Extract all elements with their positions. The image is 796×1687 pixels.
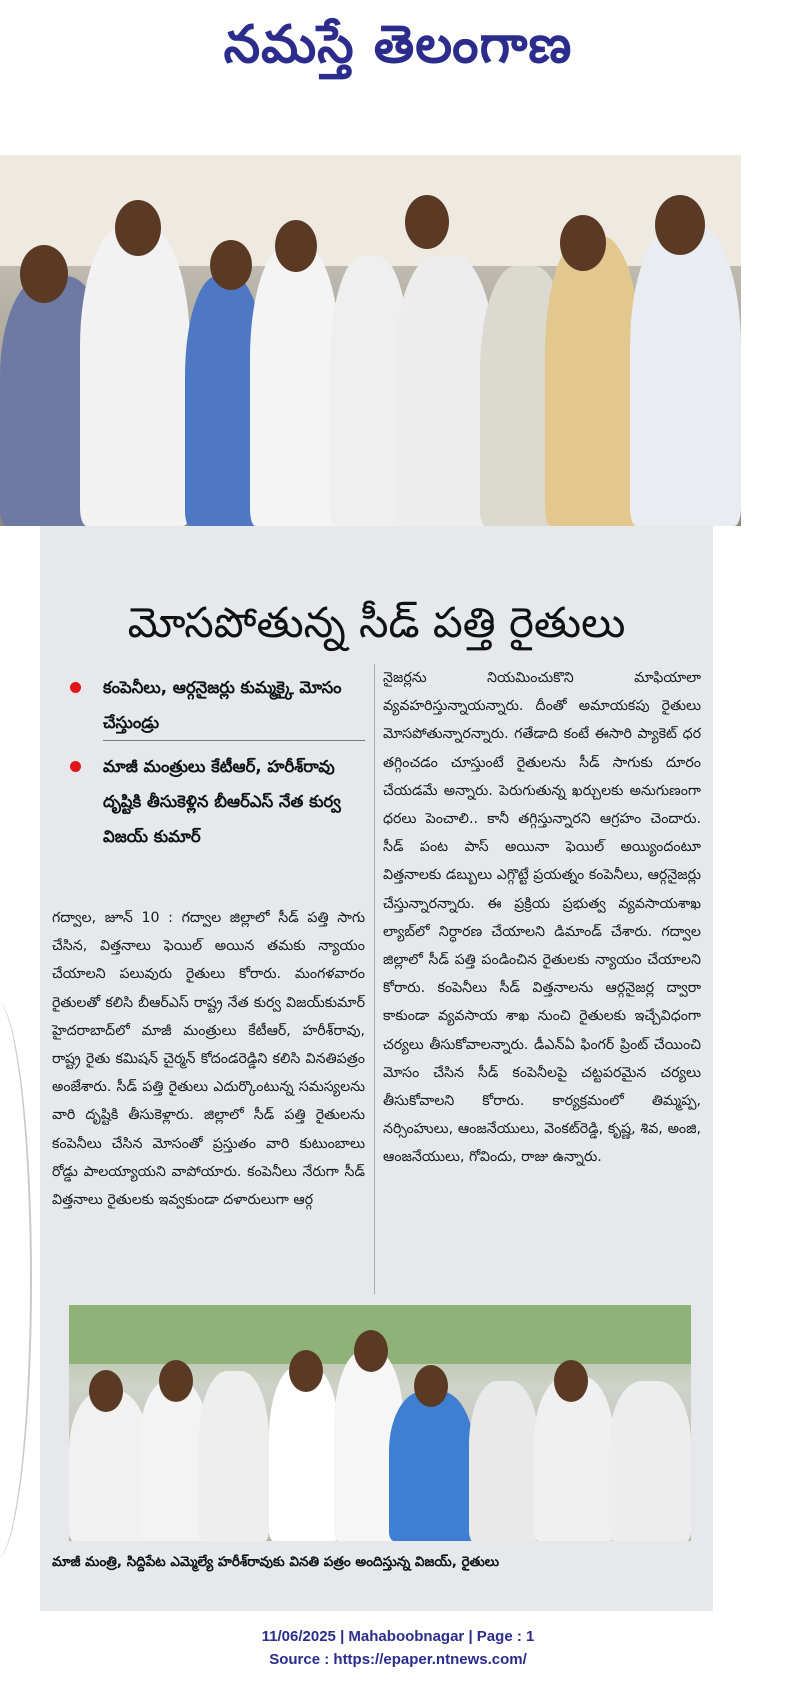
photo-person: [269, 1366, 339, 1541]
photo-person: [389, 1391, 474, 1541]
highlight-item: [65, 670, 365, 740]
photo-head: [115, 200, 161, 256]
photo-head: [560, 215, 606, 271]
highlight-text: కంపెనీలు, ఆర్గనైజర్లు కుమ్మక్కై మోసం చేస్తుండ్రు: [103, 678, 342, 732]
top-photo: [0, 155, 741, 526]
source-link[interactable]: Source : https://epaper.ntnews.com/: [269, 1651, 527, 1668]
photo-person: [80, 226, 190, 526]
highlight-item: [65, 749, 365, 854]
photo-head: [20, 245, 68, 303]
photo-head: [354, 1330, 388, 1372]
newspaper-masthead: నమస్తే తెలంగాణ: [223, 14, 573, 75]
article-body-left-column: [52, 904, 365, 1214]
bottom-photo-caption: మాజీ మంత్రి, సిద్దిపేట ఎమ్మెల్యే హరీశ్‌రావుకు వినతి పత్రం అందిస్తున్న విజయ్, రైతులు: [52, 1554, 499, 1570]
edition-info: 11/06/2025 | Mahaboobnagar | Page : 1: [261, 1628, 535, 1645]
photo-head: [554, 1360, 588, 1402]
photo-person: [69, 1391, 149, 1541]
photo-person: [630, 226, 741, 526]
bottom-photo: [69, 1305, 691, 1541]
body-paragraph: నైజర్లను నియమించుకొని మాఫియాలా వ్యవహరిస్తున్నాయన్నారు. దీంతో అమాయకపు రైతులు మోసపోతున్నారన్నారు. గతేడాది కంటే ఈసారి ప్యాకెట్ ధర తగ్గించడం చూస్తుంటే రైతులను సీడ్ సాగుకు దూరం చేయడమే అన్నారు. పెరుగుతున్న ఖర్చులకు అనుగుణంగా ధరలు పెంచాలి.. కానీ తగ్గిస్తున్నారని ఆగ్రహం చెందారు. సీడ్ పంట పాస్ అయినా ఫెయిల్ అయ్యిందంటూ విత్తనాలకు డబ్బులు ఎగ్గొట్టే ప్రయత్నం కంపెనీలు, ఆర్గనైజర్లు చేస్తున్నారన్నారు. ఈ ప్రక్రియ ప్రభుత్వ వ్యవసాయశాఖ ల్యాబ్‌లో నిర్ధారణ చేయాలని డిమాండ్ చేశారు. గద్వాల జిల్లాలో సీడ్ పత్తి పండించిన రైతులకు న్యాయం చేయాలని కోరారు. కంపెనీలు సీడ్ విత్తనాలను ఆర్గనైజర్ల ద్వారా కాకుండా వ్యవసాయ శాఖ నుంచి రైతులకు ఇచ్చేవిధంగా చర్యలు తీసుకోవాలన్నారు. డీఎన్ఏ ఫింగర్ ప్రింట్ చేయించి మోసం చేసిన సీడ్ కంపెనీలపై చట్టపరమైన చర్యలు తీసుకోవాలని కోరారు. కార్యక్రమంలో తిమ్మప్ప, నర్సింహులు, ఆంజనేయులు, వెంకట్‌రెడ్డి, కృష్ణ, శివ, అంజి, ఆంజనేయులు, గోవిందు, రాజు ఉన్నారు.: [383, 670, 701, 1166]
column-divider: [374, 664, 375, 1294]
bullet-icon: [70, 761, 81, 772]
photo-person: [545, 236, 640, 526]
photo-head: [89, 1370, 123, 1412]
photo-head: [405, 195, 449, 249]
photo-head: [275, 220, 317, 272]
photo-head: [289, 1350, 323, 1392]
article-body-right-column: [383, 664, 701, 1172]
article-headline: మోసపోతున్న సీడ్ పత్తి రైతులు: [127, 598, 626, 647]
photo-person: [199, 1371, 269, 1541]
photo-person: [250, 246, 340, 526]
photo-person: [609, 1381, 691, 1541]
photo-head: [210, 240, 252, 290]
photo-head: [655, 195, 705, 255]
page-fold-arc: [0, 1000, 32, 1560]
body-paragraph: గద్వాల, జూన్ 10 : గద్వాల జిల్లాలో సీడ్ పత్తి సాగు చేసిన, విత్తనాలు ఫెయిల్ అయిన తమకు న్యాయం చేయాలని పలువురు రైతులు కోరారు. మంగళవారం రైతులతో కలిసి బీఆర్ఎస్ రాష్ట్ర నేత కుర్వ విజయ్‌కుమార్ హైదరాబాద్‌లో మాజీ మంత్రులు కేటీఆర్, హరీశ్‌రావు, రాష్ట్ర రైతు కమిషన్ చైర్మన్ కోదండరెడ్డిని కలిసి వినతిపత్రం అంజేశారు. సీడ్ పత్తి రైతులు ఎదుర్కొంటున్న సమస్యలను వారి దృష్టికి తీసుకెళ్లారు. జిల్లాలో సీడ్ పత్తి రైతులను కంపెనీలు చేసిన మోసంతో ప్రస్తుతం వారి కుటుంబాలు రోడ్డు పాలయ్యాయని వాపోయారు. కంపెనీలు నేరుగా సీడ్ విత్తనాలు రైతులకు ఇవ్వకుండా దళారులుగా ఆర్గ: [52, 910, 365, 1209]
highlight-divider: [103, 740, 365, 741]
article-highlights: [65, 670, 365, 854]
highlight-text: మాజీ మంత్రులు కేటీఆర్, హరీశ్‌రావు దృష్టికి తీసుకెళ్లిన బీఆర్ఎస్ నేత కుర్వ విజయ్ కుమార్: [103, 757, 341, 846]
photo-head: [159, 1360, 193, 1402]
bullet-icon: [70, 682, 81, 693]
photo-person: [469, 1381, 539, 1541]
photo-head: [414, 1365, 448, 1407]
